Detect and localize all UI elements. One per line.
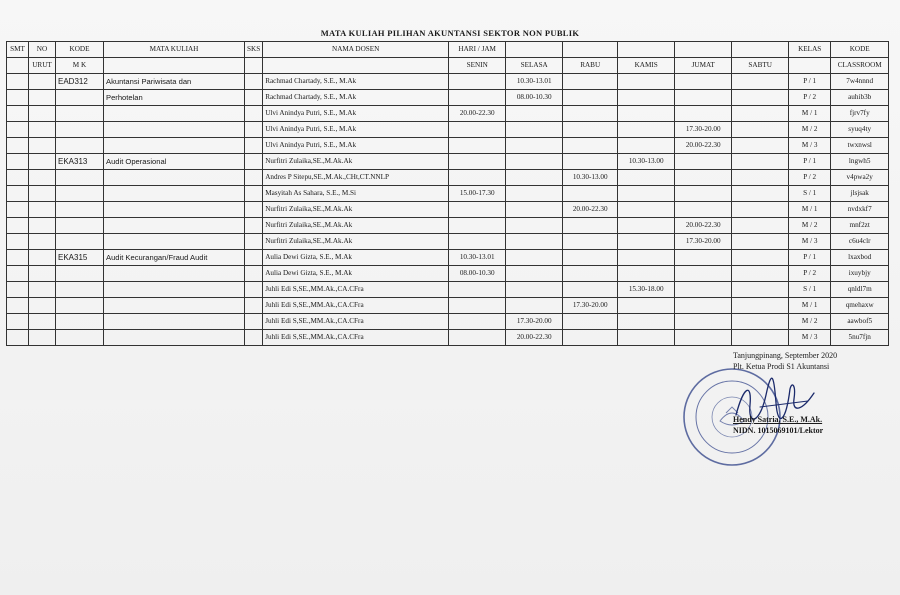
cell-no-urut	[29, 90, 56, 106]
cell-kelas: P / 1	[789, 154, 831, 170]
cell-mata-kuliah	[104, 202, 245, 218]
document-title: MATA KULIAH PILIHAN AKUNTANSI SEKTOR NON PUBLIK	[320, 28, 580, 38]
cell-senin: 15.00-17.30	[449, 186, 506, 202]
cell-sabtu	[732, 170, 789, 186]
cell-jumat	[675, 266, 732, 282]
cell-kamis	[618, 90, 675, 106]
cell-sabtu	[732, 138, 789, 154]
cell-sks	[245, 314, 263, 330]
cell-kamis: 15.30-18.00	[618, 282, 675, 298]
cell-nama-dosen: Juhli Edi S,SE.,MM.Ak.,CA.CFra	[263, 314, 449, 330]
cell-smt	[7, 170, 29, 186]
cell-mata-kuliah	[104, 298, 245, 314]
cell-kelas: M / 1	[789, 106, 831, 122]
cell-nama-dosen: Aulia Dewi Gizta, S.E., M.Ak	[263, 250, 449, 266]
cell-rabu	[563, 218, 618, 234]
cell-sks	[245, 90, 263, 106]
cell-rabu	[563, 234, 618, 250]
cell-kamis	[618, 330, 675, 346]
cell-mata-kuliah	[104, 218, 245, 234]
cell-selasa	[506, 298, 563, 314]
table-row	[7, 74, 889, 90]
cell-senin	[449, 170, 506, 186]
cell-senin	[449, 122, 506, 138]
cell-sks	[245, 202, 263, 218]
cell-kelas: M / 3	[789, 330, 831, 346]
cell-sks	[245, 186, 263, 202]
cell-sks	[245, 138, 263, 154]
cell-selasa	[506, 282, 563, 298]
header-jumat: JUMAT	[675, 58, 732, 74]
cell-smt	[7, 314, 29, 330]
cell-kode-classroom: qnldl7m	[831, 282, 889, 298]
cell-smt	[7, 218, 29, 234]
cell-nama-dosen: Nurfitri Zulaika,SE.,M.Ak.Ak	[263, 154, 449, 170]
header-mk: M K	[56, 58, 104, 74]
cell-rabu: 20.00-22.30	[563, 202, 618, 218]
cell-sabtu	[732, 90, 789, 106]
header-classroom: CLASSROOM	[831, 58, 889, 74]
cell-no-urut	[29, 298, 56, 314]
cell-mata-kuliah: Perhotelan	[104, 90, 245, 106]
cell-sabtu	[732, 314, 789, 330]
cell-kode-classroom: jlsjsak	[831, 186, 889, 202]
cell-sabtu	[732, 202, 789, 218]
cell-kode-classroom: syuq4ty	[831, 122, 889, 138]
cell-selasa	[506, 202, 563, 218]
cell-rabu	[563, 154, 618, 170]
cell-kamis	[618, 74, 675, 90]
cell-smt	[7, 74, 29, 90]
header-blank	[506, 42, 563, 58]
cell-senin	[449, 314, 506, 330]
cell-rabu	[563, 106, 618, 122]
cell-smt	[7, 282, 29, 298]
cell-selasa	[506, 218, 563, 234]
header-sabtu: SABTU	[732, 58, 789, 74]
cell-jumat: 17.30-20.00	[675, 122, 732, 138]
cell-selasa: 08.00-10.30	[506, 90, 563, 106]
cell-selasa: 17.30-20.00	[506, 314, 563, 330]
cell-kamis	[618, 218, 675, 234]
cell-kode-mk	[56, 314, 104, 330]
cell-smt	[7, 122, 29, 138]
header-blank	[7, 58, 29, 74]
table-row	[7, 266, 889, 282]
cell-rabu	[563, 186, 618, 202]
cell-kode-mk	[56, 298, 104, 314]
cell-sks	[245, 106, 263, 122]
cell-kelas: S / 1	[789, 186, 831, 202]
header-blank	[563, 42, 618, 58]
cell-kode-mk	[56, 218, 104, 234]
header-kamis: KAMIS	[618, 58, 675, 74]
cell-kode-mk	[56, 170, 104, 186]
signer-nidn: NIDN. 1015069101/Lektor	[733, 426, 824, 435]
header-row-2	[7, 58, 889, 74]
table-row	[7, 298, 889, 314]
cell-mata-kuliah: Audit Operasional	[104, 154, 245, 170]
cell-nama-dosen: Nurfitri Zulaika,SE.,M.Ak.Ak	[263, 218, 449, 234]
cell-smt	[7, 90, 29, 106]
table-row	[7, 314, 889, 330]
cell-nama-dosen: Nurfitri Zulaika,SE.,M.Ak.Ak	[263, 234, 449, 250]
cell-no-urut	[29, 106, 56, 122]
cell-sks	[245, 282, 263, 298]
cell-smt	[7, 298, 29, 314]
cell-nama-dosen: Masyitah As Sahara, S.E., M.Si	[263, 186, 449, 202]
cell-no-urut	[29, 202, 56, 218]
cell-no-urut	[29, 170, 56, 186]
cell-jumat	[675, 170, 732, 186]
cell-jumat	[675, 250, 732, 266]
cell-sks	[245, 330, 263, 346]
cell-smt	[7, 186, 29, 202]
header-blank	[732, 42, 789, 58]
cell-kamis	[618, 186, 675, 202]
cell-kode-mk	[56, 282, 104, 298]
schedule-table	[6, 41, 889, 346]
header-blank	[789, 58, 831, 74]
cell-smt	[7, 234, 29, 250]
cell-mata-kuliah	[104, 106, 245, 122]
cell-jumat	[675, 74, 732, 90]
cell-kelas: S / 1	[789, 282, 831, 298]
cell-selasa	[506, 122, 563, 138]
header-row-1	[7, 42, 889, 58]
cell-jumat	[675, 154, 732, 170]
cell-nama-dosen: Juhli Edi S,SE.,MM.Ak.,CA.CFra	[263, 298, 449, 314]
cell-nama-dosen: Andres P Sitepu,SE.,M.Ak.,CHt,CT.NNLP	[263, 170, 449, 186]
header-kode: KODE	[56, 42, 104, 58]
cell-selasa	[506, 250, 563, 266]
cell-senin: 20.00-22.30	[449, 106, 506, 122]
cell-kelas: M / 2	[789, 122, 831, 138]
cell-mata-kuliah	[104, 234, 245, 250]
cell-mata-kuliah	[104, 170, 245, 186]
cell-sabtu	[732, 186, 789, 202]
table-row	[7, 154, 889, 170]
cell-kode-classroom: 7w4nnnd	[831, 74, 889, 90]
cell-sks	[245, 122, 263, 138]
signer-role: Plt. Ketua Prodi S1 Akuntansi	[733, 362, 830, 371]
cell-no-urut	[29, 314, 56, 330]
cell-kamis	[618, 138, 675, 154]
header-kelas: KELAS	[789, 42, 831, 58]
cell-sabtu	[732, 250, 789, 266]
cell-kode-classroom: auhib3b	[831, 90, 889, 106]
cell-jumat	[675, 90, 732, 106]
cell-smt	[7, 106, 29, 122]
place-date: Tanjungpinang, September 2020	[733, 351, 838, 360]
cell-kelas: M / 1	[789, 298, 831, 314]
cell-kode-mk	[56, 330, 104, 346]
header-rabu: RABU	[563, 58, 618, 74]
cell-selasa	[506, 138, 563, 154]
cell-kamis	[618, 250, 675, 266]
cell-kamis	[618, 314, 675, 330]
cell-kelas: P / 2	[789, 90, 831, 106]
cell-kode-classroom: aawbof5	[831, 314, 889, 330]
cell-rabu	[563, 330, 618, 346]
cell-kode-classroom: mnf2zt	[831, 218, 889, 234]
cell-mata-kuliah	[104, 266, 245, 282]
signer-name: Hendy Satria, S.E., M.Ak.	[733, 415, 823, 424]
cell-jumat	[675, 330, 732, 346]
header-no: NO	[29, 42, 56, 58]
cell-nama-dosen: Nurfitri Zulaika,SE.,M.Ak.Ak	[263, 202, 449, 218]
cell-senin: 08.00-10.30	[449, 266, 506, 282]
header-blank	[618, 42, 675, 58]
cell-senin	[449, 202, 506, 218]
cell-kode-mk	[56, 90, 104, 106]
cell-kamis	[618, 106, 675, 122]
cell-kode-classroom: lngwh5	[831, 154, 889, 170]
cell-nama-dosen: Juhli Edi S,SE.,MM.Ak.,CA.CFra	[263, 282, 449, 298]
cell-nama-dosen: Ulvi Anindya Putri, S.E., M.Ak	[263, 106, 449, 122]
cell-kode-classroom: lxaxbod	[831, 250, 889, 266]
header-blank	[675, 42, 732, 58]
cell-mata-kuliah	[104, 282, 245, 298]
cell-jumat	[675, 314, 732, 330]
cell-sabtu	[732, 74, 789, 90]
header-senin: SENIN	[449, 58, 506, 74]
cell-rabu	[563, 74, 618, 90]
cell-kode-mk: EKA313	[56, 154, 104, 170]
cell-sabtu	[732, 154, 789, 170]
cell-kode-classroom: qmehaxw	[831, 298, 889, 314]
cell-kelas: M / 3	[789, 138, 831, 154]
cell-selasa	[506, 234, 563, 250]
cell-sks	[245, 234, 263, 250]
cell-no-urut	[29, 330, 56, 346]
cell-rabu	[563, 314, 618, 330]
table-row	[7, 282, 889, 298]
cell-rabu	[563, 138, 618, 154]
cell-kelas: M / 1	[789, 202, 831, 218]
cell-sabtu	[732, 122, 789, 138]
cell-jumat	[675, 298, 732, 314]
header-kode-classroom: KODE	[831, 42, 889, 58]
cell-kamis	[618, 170, 675, 186]
cell-nama-dosen: Ulvi Anindya Putri, S.E., M.Ak	[263, 122, 449, 138]
cell-kamis	[618, 298, 675, 314]
header-selasa: SELASA	[506, 58, 563, 74]
cell-sabtu	[732, 298, 789, 314]
cell-sks	[245, 218, 263, 234]
cell-selasa	[506, 186, 563, 202]
table-row	[7, 138, 889, 154]
cell-rabu	[563, 122, 618, 138]
cell-smt	[7, 250, 29, 266]
cell-sks	[245, 74, 263, 90]
cell-sabtu	[732, 330, 789, 346]
cell-senin	[449, 282, 506, 298]
cell-kode-mk	[56, 138, 104, 154]
cell-jumat: 17.30-20.00	[675, 234, 732, 250]
cell-kode-classroom: twxnwsl	[831, 138, 889, 154]
header-blank	[104, 58, 245, 74]
cell-smt	[7, 330, 29, 346]
cell-sks	[245, 266, 263, 282]
cell-mata-kuliah: Akuntansi Pariwisata dan	[104, 74, 245, 90]
cell-kelas: P / 2	[789, 170, 831, 186]
cell-no-urut	[29, 186, 56, 202]
cell-kode-mk	[56, 122, 104, 138]
cell-sabtu	[732, 266, 789, 282]
cell-rabu	[563, 90, 618, 106]
cell-rabu: 17.30-20.00	[563, 298, 618, 314]
cell-kelas: P / 1	[789, 250, 831, 266]
cell-mata-kuliah	[104, 186, 245, 202]
cell-senin	[449, 234, 506, 250]
header-blank	[245, 58, 263, 74]
cell-mata-kuliah	[104, 314, 245, 330]
cell-senin	[449, 138, 506, 154]
cell-no-urut	[29, 218, 56, 234]
cell-kode-classroom: v4pwa2y	[831, 170, 889, 186]
cell-no-urut	[29, 234, 56, 250]
cell-senin	[449, 218, 506, 234]
table-row	[7, 330, 889, 346]
cell-jumat	[675, 186, 732, 202]
cell-no-urut	[29, 154, 56, 170]
cell-smt	[7, 154, 29, 170]
table-row	[7, 234, 889, 250]
cell-rabu	[563, 266, 618, 282]
table-row	[7, 250, 889, 266]
cell-rabu	[563, 282, 618, 298]
cell-jumat: 20.00-22.30	[675, 218, 732, 234]
cell-selasa	[506, 154, 563, 170]
cell-mata-kuliah	[104, 122, 245, 138]
header-urut: URUT	[29, 58, 56, 74]
cell-jumat	[675, 106, 732, 122]
cell-selasa: 10.30-13.01	[506, 74, 563, 90]
cell-sabtu	[732, 234, 789, 250]
cell-jumat	[675, 282, 732, 298]
cell-kode-classroom: fjrv7fy	[831, 106, 889, 122]
table-row	[7, 202, 889, 218]
table-row	[7, 218, 889, 234]
cell-no-urut	[29, 282, 56, 298]
table-row	[7, 106, 889, 122]
cell-senin	[449, 330, 506, 346]
cell-nama-dosen: Juhli Edi S,SE.,MM.Ak.,CA.CFra	[263, 330, 449, 346]
cell-sabtu	[732, 218, 789, 234]
cell-kamis	[618, 122, 675, 138]
cell-rabu	[563, 250, 618, 266]
cell-selasa	[506, 170, 563, 186]
table-row	[7, 186, 889, 202]
cell-kelas: P / 2	[789, 266, 831, 282]
header-smt: SMT	[7, 42, 29, 58]
cell-jumat: 20.00-22.30	[675, 138, 732, 154]
cell-smt	[7, 138, 29, 154]
cell-no-urut	[29, 122, 56, 138]
cell-sabtu	[732, 106, 789, 122]
cell-kelas: P / 1	[789, 74, 831, 90]
cell-senin	[449, 74, 506, 90]
table-row	[7, 122, 889, 138]
cell-kelas: M / 3	[789, 234, 831, 250]
cell-kode-mk	[56, 202, 104, 218]
cell-kelas: M / 2	[789, 218, 831, 234]
cell-no-urut	[29, 250, 56, 266]
cell-kode-classroom: c6u4clr	[831, 234, 889, 250]
cell-sks	[245, 154, 263, 170]
schedule-body	[7, 74, 889, 346]
cell-sks	[245, 250, 263, 266]
header-blank	[263, 58, 449, 74]
header-sks: SKS	[245, 42, 263, 58]
cell-sks	[245, 298, 263, 314]
cell-kamis	[618, 202, 675, 218]
signature-block	[733, 350, 837, 436]
cell-kode-mk	[56, 186, 104, 202]
cell-senin	[449, 154, 506, 170]
cell-senin	[449, 298, 506, 314]
cell-selasa: 20.00-22.30	[506, 330, 563, 346]
cell-senin: 10.30-13.01	[449, 250, 506, 266]
cell-kode-mk	[56, 266, 104, 282]
cell-mata-kuliah	[104, 138, 245, 154]
cell-kode-classroom: nvdxkf7	[831, 202, 889, 218]
cell-rabu: 10.30-13.00	[563, 170, 618, 186]
cell-nama-dosen: Rachmad Chartady, S.E., M.Ak	[263, 90, 449, 106]
cell-kode-mk: EAD312	[56, 74, 104, 90]
cell-selasa	[506, 106, 563, 122]
cell-nama-dosen: Aulia Dewi Gizta, S.E., M.Ak	[263, 266, 449, 282]
cell-sabtu	[732, 282, 789, 298]
cell-jumat	[675, 202, 732, 218]
cell-no-urut	[29, 266, 56, 282]
cell-no-urut	[29, 138, 56, 154]
cell-kode-classroom: ixuybjy	[831, 266, 889, 282]
cell-nama-dosen: Ulvi Anindya Putri, S.E., M.Ak	[263, 138, 449, 154]
cell-kode-mk: EKA315	[56, 250, 104, 266]
cell-kode-classroom: 5nu7fjn	[831, 330, 889, 346]
cell-kamis	[618, 234, 675, 250]
cell-kode-mk	[56, 234, 104, 250]
cell-smt	[7, 202, 29, 218]
cell-mata-kuliah	[104, 330, 245, 346]
cell-smt	[7, 266, 29, 282]
cell-sks	[245, 170, 263, 186]
cell-kode-mk	[56, 106, 104, 122]
cell-nama-dosen: Rachmad Chartady, S.E., M.Ak	[263, 74, 449, 90]
header-nama-dosen: NAMA DOSEN	[263, 42, 449, 58]
cell-kelas: M / 2	[789, 314, 831, 330]
header-mata-kuliah: MATA KULIAH	[104, 42, 245, 58]
cell-senin	[449, 90, 506, 106]
table-row	[7, 170, 889, 186]
table-row	[7, 90, 889, 106]
cell-selasa	[506, 266, 563, 282]
cell-kamis: 10.30-13.00	[618, 154, 675, 170]
header-hari-jam: HARI / JAM	[449, 42, 506, 58]
cell-no-urut	[29, 74, 56, 90]
cell-mata-kuliah: Audit Kecurangan/Fraud Audit	[104, 250, 245, 266]
cell-kamis	[618, 266, 675, 282]
